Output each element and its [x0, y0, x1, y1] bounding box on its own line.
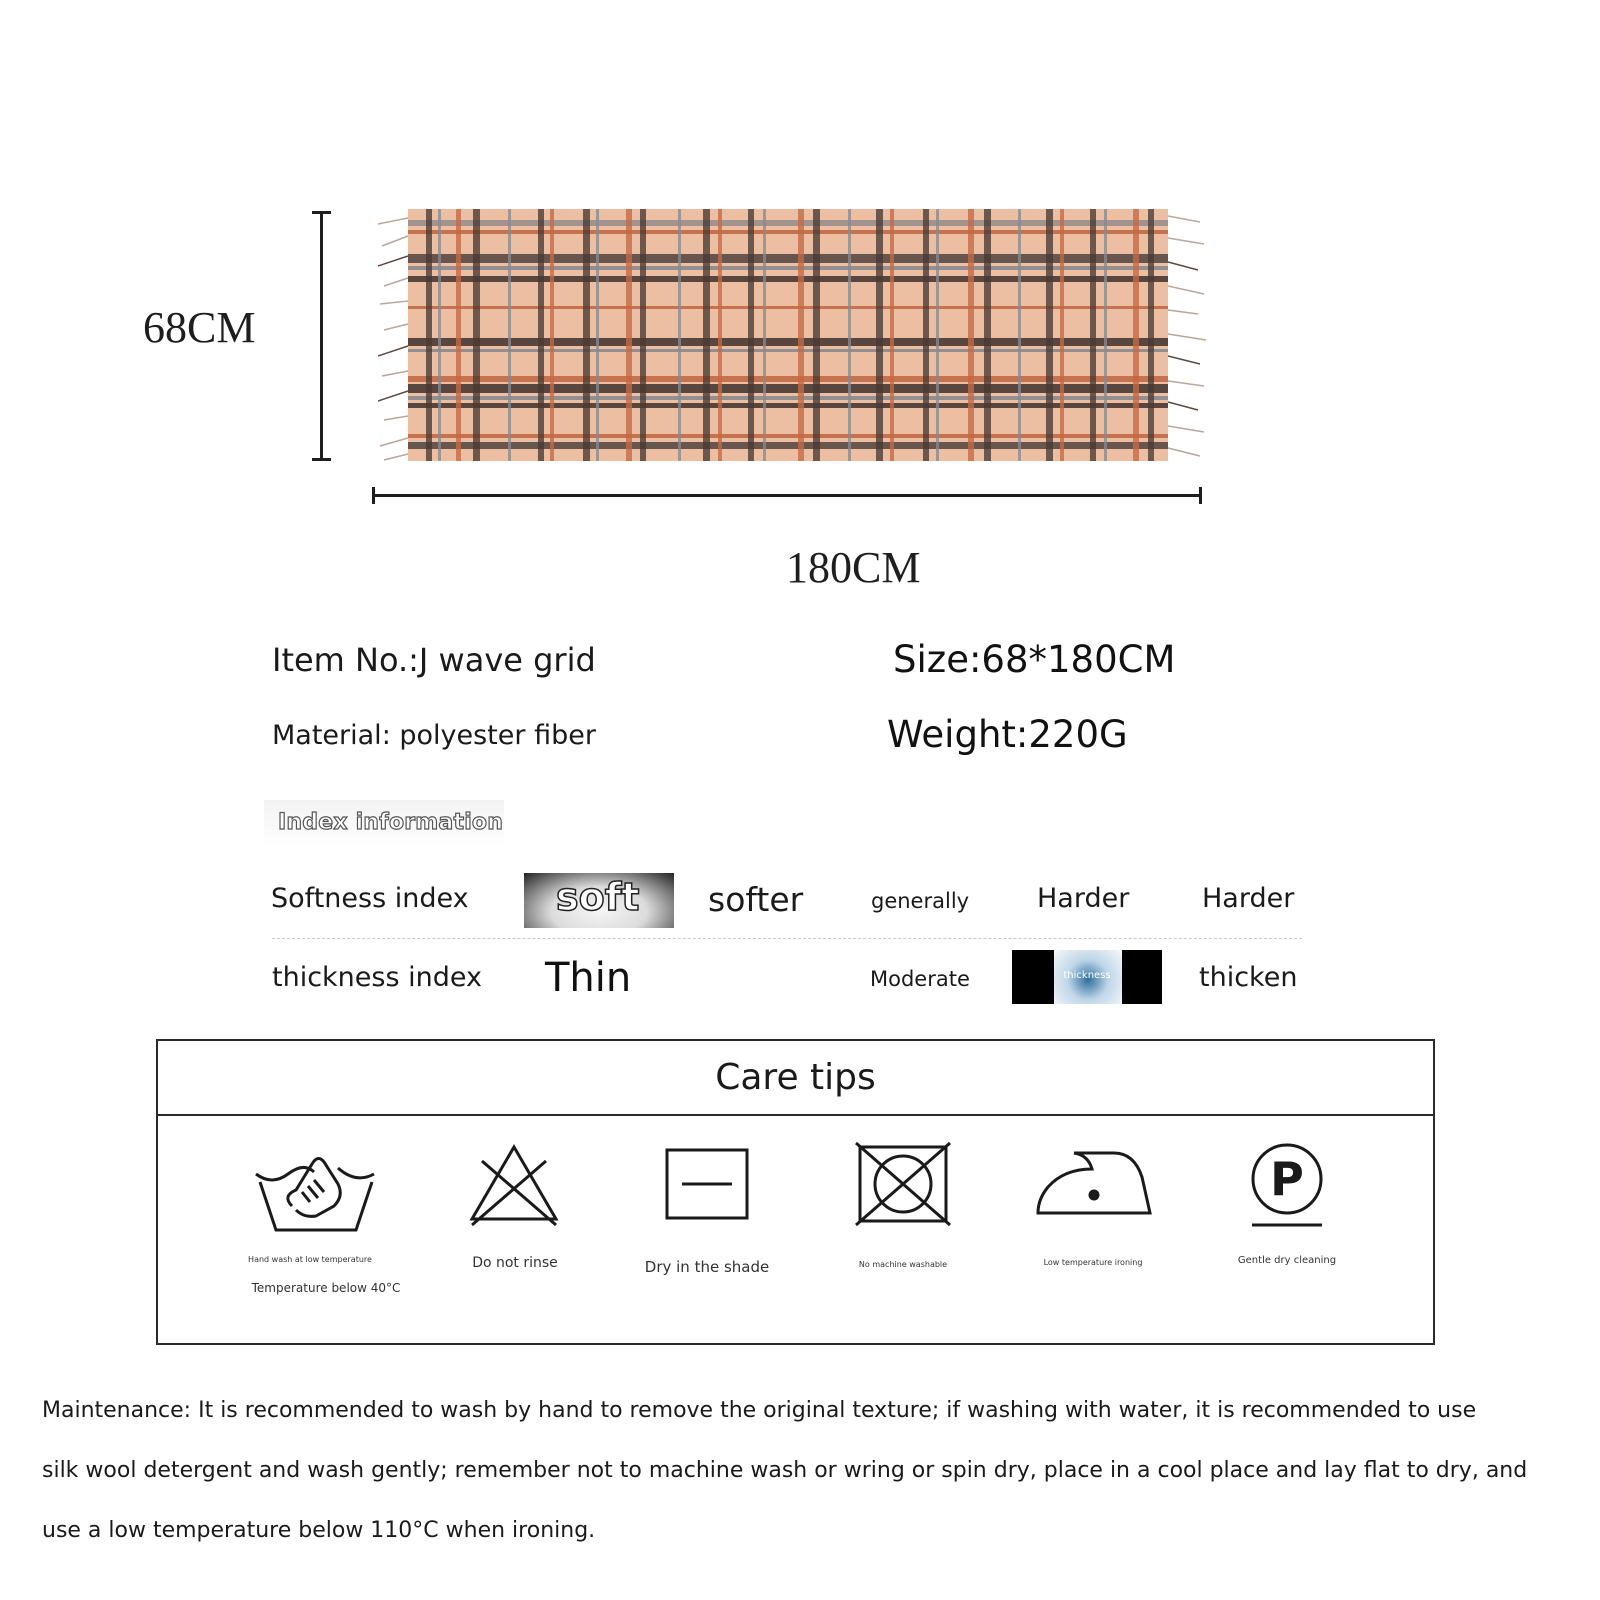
- do-not-rinse-caption: Do not rinse: [472, 1255, 558, 1271]
- care-tips-title: Care tips: [715, 1057, 876, 1098]
- height-dimension-label: 68CM: [143, 303, 256, 352]
- dry-clean-p-icon: [1238, 1141, 1336, 1231]
- hand-wash-temperature: Temperature below 40°C: [251, 1281, 401, 1295]
- softness-level-generally: generally: [871, 889, 970, 913]
- index-information-label: Index information: [278, 810, 504, 835]
- no-machine-wash-caption: No machine washable: [858, 1260, 948, 1269]
- softness-level-soft: soft: [556, 875, 640, 919]
- item-number: Item No.:J wave grid: [272, 641, 596, 679]
- width-dimension-cap-left: [372, 487, 375, 504]
- care-tips-panel: [156, 1039, 1435, 1345]
- index-information-title: [264, 800, 504, 850]
- maintenance-line-1: Maintenance: It is recommended to wash by hand to remove the original texture; if washing with water, it is recommended to use: [42, 1398, 1477, 1423]
- width-dimension-line: [372, 494, 1202, 497]
- thickness-level-thickness: thickness: [1063, 970, 1111, 981]
- weight-spec: Weight:220G: [887, 713, 1128, 756]
- thickness-level-selected: [1012, 950, 1162, 1004]
- thickness-level-thin: Thin: [545, 955, 632, 1001]
- thickness-level-thicken: thicken: [1199, 962, 1298, 993]
- dry-in-shade-caption: Dry in the shade: [644, 1258, 770, 1276]
- softness-level-harder-2: Harder: [1202, 883, 1295, 914]
- softness-index-label: Softness index: [271, 883, 469, 914]
- scarf-image: [378, 206, 1208, 464]
- thickness-index-label: thickness index: [272, 962, 482, 993]
- softness-level-harder-1: Harder: [1037, 883, 1130, 914]
- thickness-level-moderate: Moderate: [870, 967, 970, 991]
- do-not-bleach-icon: [466, 1141, 562, 1227]
- hand-wash-caption: Hand wash at low temperature: [248, 1255, 372, 1264]
- hand-wash-icon: [252, 1144, 378, 1234]
- index-divider: [272, 938, 1302, 939]
- softness-level-softer: softer: [708, 880, 804, 919]
- softness-level-selected: [524, 873, 674, 928]
- height-dimension-cap-top: [312, 211, 331, 214]
- dry-clean-letter: P: [1270, 1152, 1304, 1206]
- dry-in-shade-icon: [664, 1147, 750, 1221]
- low-temperature-ironing-caption: Low temperature ironing: [1043, 1258, 1143, 1267]
- size-spec: Size:68*180CM: [893, 638, 1176, 681]
- width-dimension-cap-right: [1199, 487, 1202, 504]
- maintenance-line-3: use a low temperature below 110°C when ironing.: [42, 1518, 596, 1543]
- no-tumble-dry-icon: [854, 1141, 952, 1227]
- care-tips-divider: [158, 1114, 1433, 1116]
- width-dimension-label: 180CM: [786, 543, 921, 592]
- gentle-dry-cleaning-caption: Gentle dry cleaning: [1237, 1255, 1337, 1266]
- low-iron-icon: [1034, 1147, 1154, 1219]
- height-dimension-line: [320, 212, 323, 460]
- maintenance-line-2: silk wool detergent and wash gently; remember not to machine wash or wring or spin dry, place in a cool place and lay flat to dry, and: [42, 1458, 1528, 1483]
- height-dimension-cap-bottom: [312, 458, 331, 461]
- material-spec: Material: polyester fiber: [272, 720, 596, 751]
